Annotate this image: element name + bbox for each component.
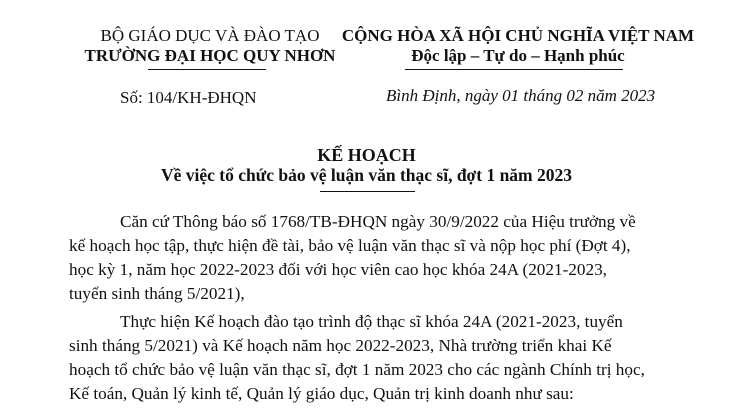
university-name: TRƯỜNG ĐẠI HỌC QUY NHƠN bbox=[84, 46, 336, 65]
national-motto: Độc lập – Tự do – Hạnh phúc bbox=[411, 46, 625, 65]
document-number: Số: 104/KH-ĐHQN bbox=[120, 88, 257, 107]
motto-underline bbox=[405, 69, 623, 70]
paragraph-line: sinh tháng 5/2021) và Kế hoạch năm học 2022-2023, Nhà trường triển khai Kế bbox=[69, 336, 612, 355]
university-underline bbox=[148, 69, 266, 70]
document-subtitle: Về việc tổ chức bảo vệ luận văn thạc sĩ, đợt 1 năm 2023 bbox=[160, 165, 573, 185]
paragraph-line: Căn cứ Thông báo số 1768/TB-ĐHQN ngày 30/9/2022 của Hiệu trưởng về bbox=[120, 212, 636, 231]
place-date: Bình Định, ngày 01 tháng 02 năm 2023 bbox=[386, 86, 656, 105]
paragraph-line: kế hoạch học tập, thực hiện đề tài, bảo vệ luận văn thạc sĩ và nộp học phí (Đợt 4), bbox=[69, 236, 631, 255]
paragraph-line: tuyển sinh tháng 5/2021), bbox=[69, 284, 245, 303]
paragraph-line: Kế toán, Quản lý kinh tế, Quản lý giáo dục, Quản trị kinh doanh như sau: bbox=[69, 384, 574, 403]
ministry-name: BỘ GIÁO DỤC VÀ ĐÀO TẠO bbox=[100, 26, 320, 45]
paragraph-line: học kỳ 1, năm học 2022-2023 đối với học viên cao học khóa 24A (2021-2023, bbox=[69, 260, 607, 279]
country-name: CỘNG HÒA XÃ HỘI CHỦ NGHĨA VIỆT NAM bbox=[341, 26, 695, 45]
paragraph-line: Thực hiện Kế hoạch đào tạo trình độ thạc sĩ khóa 24A (2021-2023, tuyển bbox=[120, 312, 623, 331]
paragraph-line: hoạch tổ chức bảo vệ luận văn thạc sĩ, đợt 1 năm 2023 cho các ngành Chính trị học, bbox=[69, 360, 645, 379]
document-title: KẾ HOẠCH bbox=[317, 145, 416, 165]
subtitle-underline bbox=[320, 191, 415, 192]
